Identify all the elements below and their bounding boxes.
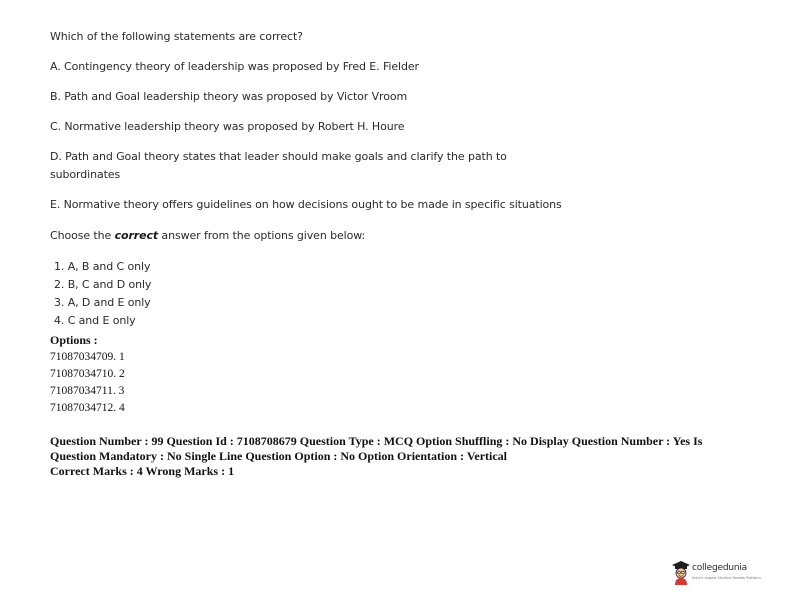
option-id-row: 71087034709. 1 [50,351,125,363]
question-stem: Which of the following statements are correct? [50,30,303,43]
answer-choice: 1. A, B and C only [54,260,151,273]
option-id-row: 71087034710. 2 [50,368,125,380]
metadata-line: Question Mandatory : No Single Line Question Option : No Option Orientation : Vertical [50,449,508,463]
graduate-mascot-icon [672,561,690,585]
answer-choice: 2. B, C and D only [54,278,152,291]
marks-line: Correct Marks : 4 Wrong Marks : 1 [50,464,235,478]
logo-tagline: India's largest Student Review Platform [692,576,761,580]
statement-c: C. Normative leadership theory was proposed by Robert H. Houre [50,120,405,133]
option-id-list [50,349,125,417]
option-id-row: 71087034712. 4 [50,402,125,414]
statement-d-continuation: subordinates [50,168,121,181]
logo-wordmark: collegedunia [692,563,747,573]
statement-a: A. Contingency theory of leadership was proposed by Fred E. Fielder [50,60,419,73]
option-id-row: 71087034711. 3 [50,385,125,397]
answer-instruction [50,229,365,242]
instruction-emphasis: correct [114,229,159,242]
collegedunia-logo [672,559,762,587]
instruction-text-after: answer from the options given below: [158,229,366,242]
options-heading: Options : [50,333,98,347]
instruction-text-before: Choose the [50,229,115,242]
statement-b: B. Path and Goal leadership theory was proposed by Victor Vroom [50,90,408,103]
answer-choice: 4. C and E only [54,314,136,327]
statement-e: E. Normative theory offers guidelines on how decisions ought to be made in specific situations [50,198,562,211]
metadata-line: Question Number : 99 Question Id : 7108708679 Question Type : MCQ Option Shuffling : No Display Question Number : Yes Is [50,434,703,448]
answer-choice: 3. A, D and E only [54,296,151,309]
statement-d: D. Path and Goal theory states that leader should make goals and clarify the path to [50,150,507,163]
question-metadata [50,434,750,479]
answer-choices [54,258,151,330]
